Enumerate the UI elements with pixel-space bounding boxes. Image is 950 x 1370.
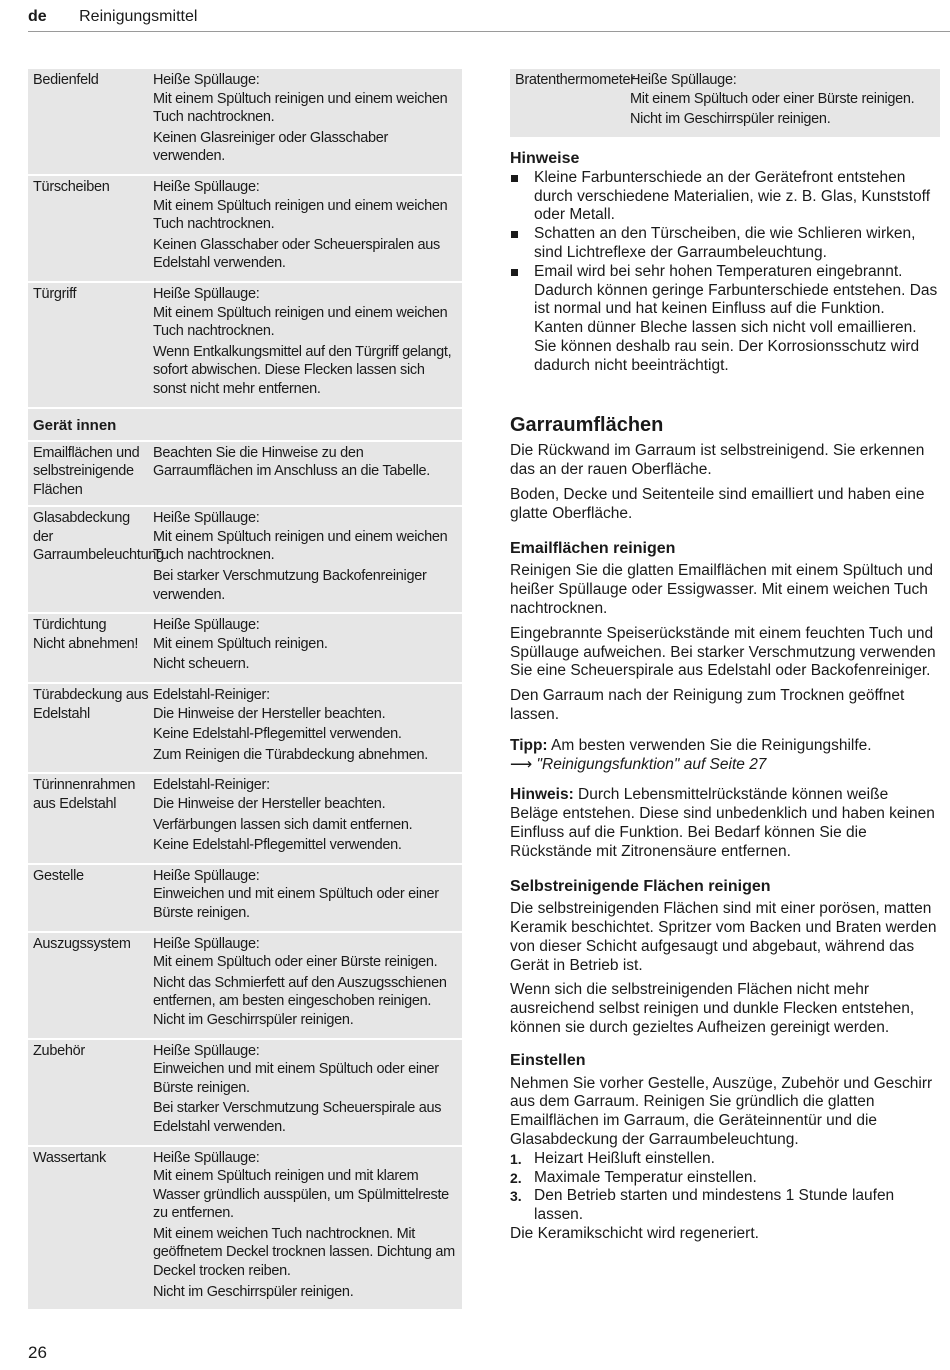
step-text: Heizart Heißluft einstellen.	[534, 1149, 715, 1167]
hinweis-label: Hinweis:	[510, 786, 574, 804]
garraum-paragraph: Die Rückwand im Garraum ist selbstreinigend. Sie erkennen das an der rauen Oberfläche.	[510, 442, 925, 479]
description-line: Edelstahl-Reiniger: Die Hinweise der Hersteller beachten.	[153, 687, 386, 722]
row-description	[153, 867, 462, 925]
row-description	[153, 1149, 462, 1304]
description-line: Heiße Spüllauge: Mit einem Spültuch reinigen und mit klarem Wasser gründlich ausspülen, um Spülmittelreste zu entfernen.	[153, 1149, 449, 1222]
description-line: Zum Reinigen die Türabdeckung abnehmen.	[153, 746, 428, 763]
tipp-text: Am besten verwenden Sie die Reinigungshilfe.	[551, 736, 872, 754]
list-item: Email wird bei sehr hohen Temperaturen eingebrannt. Dadurch können geringe Farbunterschiede entstehen. Das ist normal und hat keinen Einfluss auf die Funktion. Kanten dünner Bleche lassen sich nicht voll emaillieren. Sie können deshalb rau sein. Der Korrosionsschutz wird dadurch nicht beeinträchtigt.	[510, 263, 940, 376]
row-description	[153, 935, 462, 1032]
page-number: 26	[28, 1343, 47, 1362]
hinweise-heading: Hinweise	[510, 150, 580, 167]
row-label: Bedienfeld	[33, 72, 99, 88]
description-line: Keine Edelstahl-Pflegemittel verwenden.	[153, 837, 402, 854]
row-label: Türscheiben	[33, 178, 110, 195]
row-label: Türinnenrahmen aus Edelstahl	[33, 777, 136, 812]
description-line: Heiße Spüllauge: Mit einem Spültuch reinigen und einem weichen Tuch nachtrocknen.	[153, 285, 448, 340]
row-label: Glasabdeckung der Garraumbeleuchtung	[33, 510, 164, 564]
description-line: Beachten Sie die Hinweise zu den Garraumflächen im Anschluss an die Tabelle.	[153, 444, 430, 480]
hinweise-list	[510, 169, 940, 376]
row-label: Gestelle	[33, 867, 84, 884]
list-item: Kleine Farbunterschiede an der Gerätefront entstehen durch verschiedene Materialien, wie z. B. Glas, Kunststoff oder Metall.	[510, 169, 940, 225]
row-label: Emailflächen und selbstreinigende Flächen	[33, 444, 140, 498]
row-description	[153, 1042, 462, 1139]
table-row	[28, 69, 462, 176]
description-line: Bei starker Verschmutzung Backofenreiniger verwenden.	[153, 568, 427, 603]
description-line: Bei starker Verschmutzung Scheuerspirale aus Edelstahl verwenden.	[153, 1100, 442, 1135]
step-text: Den Betrieb starten und mindestens 1 Stunde laufen lassen.	[534, 1187, 895, 1224]
description-line: Heiße Spüllauge: Mit einem Spültuch reinigen und einem weichen Tuch nachtrocknen.	[153, 72, 448, 126]
row-description	[153, 776, 462, 856]
tipp-label: Tipp:	[510, 736, 548, 754]
description-line: Heiße Spüllauge: Mit einem Spültuch reinigen und einem weichen Tuch nachtrocknen.	[153, 510, 448, 564]
list-item	[510, 1150, 940, 1169]
hinweis-text: Durch Lebensmittelrückstände können weiße Beläge entstehen. Diese sind unbedenklich und haben keinen Einfluss auf die Funktion. Bei Bedarf können Sie die Rückstände mit Zitronensäure entfernen.	[510, 786, 935, 860]
garraum-heading: Garraumflächen	[510, 413, 664, 436]
table-row	[28, 176, 462, 283]
row-description	[153, 178, 462, 275]
right-column-text	[510, 150, 940, 1250]
selbst-paragraph: Wenn sich die selbstreinigenden Flächen nicht mehr ausreichend selbst reinigen und dunkle Flecken entstehen, können sie durch gezieltes Aufheizen gereinigt werden.	[510, 981, 915, 1037]
description-line: Nicht scheuern.	[153, 656, 250, 673]
selbst-paragraph: Die selbstreinigenden Flächen sind mit einer porösen, matten Keramik beschichtet. Spritzer vom Backen und Braten werden von dieser Schicht aufgesaugt und abgebaut, während das Gerät in Betrieb ist.	[510, 900, 937, 974]
table-row	[28, 1147, 462, 1312]
tipp-paragraph	[510, 737, 940, 775]
description-line: Verfärbungen lassen sich damit entfernen.	[153, 816, 413, 833]
description-line: Heiße Spüllauge: Mit einem Spültuch reinigen und einem weichen Tuch nachtrocknen.	[153, 178, 448, 233]
hinweis-paragraph	[510, 786, 940, 861]
description-line: Keine Edelstahl-Pflegemittel verwenden.	[153, 726, 402, 743]
description-line: Nicht im Geschirrspüler reinigen.	[153, 1283, 354, 1300]
einstellen-steps	[510, 1150, 940, 1225]
row-label: Türdichtung Nicht abnehmen!	[33, 617, 139, 652]
step-number: 2.	[510, 1169, 522, 1186]
description-line: Keinen Glasschaber oder Scheuerspiralen aus Edelstahl verwenden.	[153, 236, 440, 272]
language-code: de	[28, 8, 47, 25]
row-description	[630, 71, 940, 131]
row-label: Zubehör	[33, 1042, 85, 1059]
description-line: Heiße Spüllauge: Mit einem Spültuch oder einer Bürste reinigen.	[630, 72, 915, 107]
table-row	[28, 283, 462, 409]
description-line: Wenn Entkalkungsmittel auf den Türgriff gelangt, sofort abwischen. Diese Flecken lassen sich sonst nicht mehr entfernen.	[153, 343, 452, 397]
table-row	[28, 933, 462, 1040]
list-item	[510, 1169, 940, 1188]
email-heading: Emailflächen reinigen	[510, 539, 676, 557]
table-row	[28, 507, 462, 614]
description-line: Nicht im Geschirrspüler reinigen.	[630, 111, 831, 128]
table-row	[28, 684, 462, 774]
selbst-heading: Selbstreinigende Flächen reinigen	[510, 877, 771, 895]
description-line: Edelstahl-Reiniger: Die Hinweise der Hersteller beachten.	[153, 777, 386, 812]
description-line: Nicht das Schmierfett auf den Auszugsschienen entfernen, am besten eingeschoben reinigen. Nicht im Geschirrspüler reinigen.	[153, 974, 447, 1028]
garraum-paragraph: Boden, Decke und Seitenteile sind emailliert und haben eine glatte Oberfläche.	[510, 485, 925, 522]
row-description	[153, 285, 462, 401]
description-line: Heiße Spüllauge: Einweichen und mit einem Spültuch oder einer Bürste reinigen.	[153, 867, 439, 921]
email-paragraph: Reinigen Sie die glatten Emailflächen mit einem Spültuch und heißer Spüllauge oder Essigwasser. Mit einem weichen Tuch nachtrocknen.	[510, 562, 934, 617]
row-label: Türabdeckung aus Edelstahl	[33, 687, 149, 722]
header-rule	[28, 31, 950, 32]
email-paragraph: Den Garraum nach der Reinigung zum Trocknen geöffnet lassen.	[510, 687, 905, 723]
row-label: Auszugssystem	[33, 935, 131, 952]
table-row	[28, 614, 462, 684]
table-row	[28, 1040, 462, 1147]
header-title: Reinigungsmittel	[79, 8, 198, 25]
table-row	[28, 865, 462, 933]
description-line: Heiße Spüllauge: Einweichen und mit einem Spültuch oder einer Bürste reinigen.	[153, 1042, 439, 1096]
einstellen-heading: Einstellen	[510, 1051, 586, 1069]
arrow-icon: ⟶	[510, 755, 533, 773]
row-description	[153, 509, 462, 606]
list-item: Schatten an den Türscheiben, die wie Schlieren wirken, sind Lichtreflexe der Garraumbeleuchtung.	[510, 225, 940, 263]
page-reference-link[interactable]: "Reinigungsfunktion" auf Seite 27	[536, 755, 767, 773]
cleaning-table-left	[28, 69, 462, 1311]
step-text: Maximale Temperatur einstellen.	[534, 1168, 757, 1186]
row-label: Bratenthermometer	[515, 72, 635, 88]
row-label: Wassertank	[33, 1149, 107, 1166]
description-line: Keinen Glasreiniger oder Glasschaber verwenden.	[153, 129, 389, 165]
row-description	[153, 71, 462, 168]
cleaning-table-right	[510, 69, 940, 139]
table-section-header: Gerät innen	[28, 409, 462, 442]
einstellen-result: Die Keramikschicht wird regeneriert.	[510, 1225, 759, 1243]
row-label: Türgriff	[33, 285, 77, 302]
description-line: Heiße Spüllauge: Mit einem Spültuch oder einer Bürste reinigen.	[153, 935, 438, 971]
table-row	[28, 442, 462, 508]
table-row	[28, 774, 462, 864]
email-paragraph: Eingebrannte Speiserückstände mit einem feuchten Tuch und Spüllauge aufweichen. Bei starker Verschmutzung verwenden Sie eine Scheuerspirale aus Edelstahl oder Backofenreiniger.	[510, 624, 936, 680]
row-description	[153, 616, 462, 676]
step-number: 3.	[510, 1188, 522, 1205]
step-number: 1.	[510, 1150, 522, 1167]
description-line: Heiße Spüllauge: Mit einem Spültuch reinigen.	[153, 617, 328, 652]
table-row	[510, 69, 940, 139]
row-description	[153, 686, 462, 766]
row-description	[153, 444, 462, 500]
list-item	[510, 1187, 940, 1225]
page-header	[28, 8, 197, 28]
einstellen-paragraph: Nehmen Sie vorher Gestelle, Auszüge, Zubehör und Geschirr aus dem Garraum. Reinigen Sie gründlich die glatten Emailflächen im Garraum, die Geräteinnentür und die Glasabdeckung der Garraumbeleuchtung.	[510, 1074, 933, 1149]
description-line: Mit einem weichen Tuch nachtrocknen. Mit geöffnetem Deckel trocknen lassen. Dichtung am Deckel trocken reiben.	[153, 1225, 455, 1280]
